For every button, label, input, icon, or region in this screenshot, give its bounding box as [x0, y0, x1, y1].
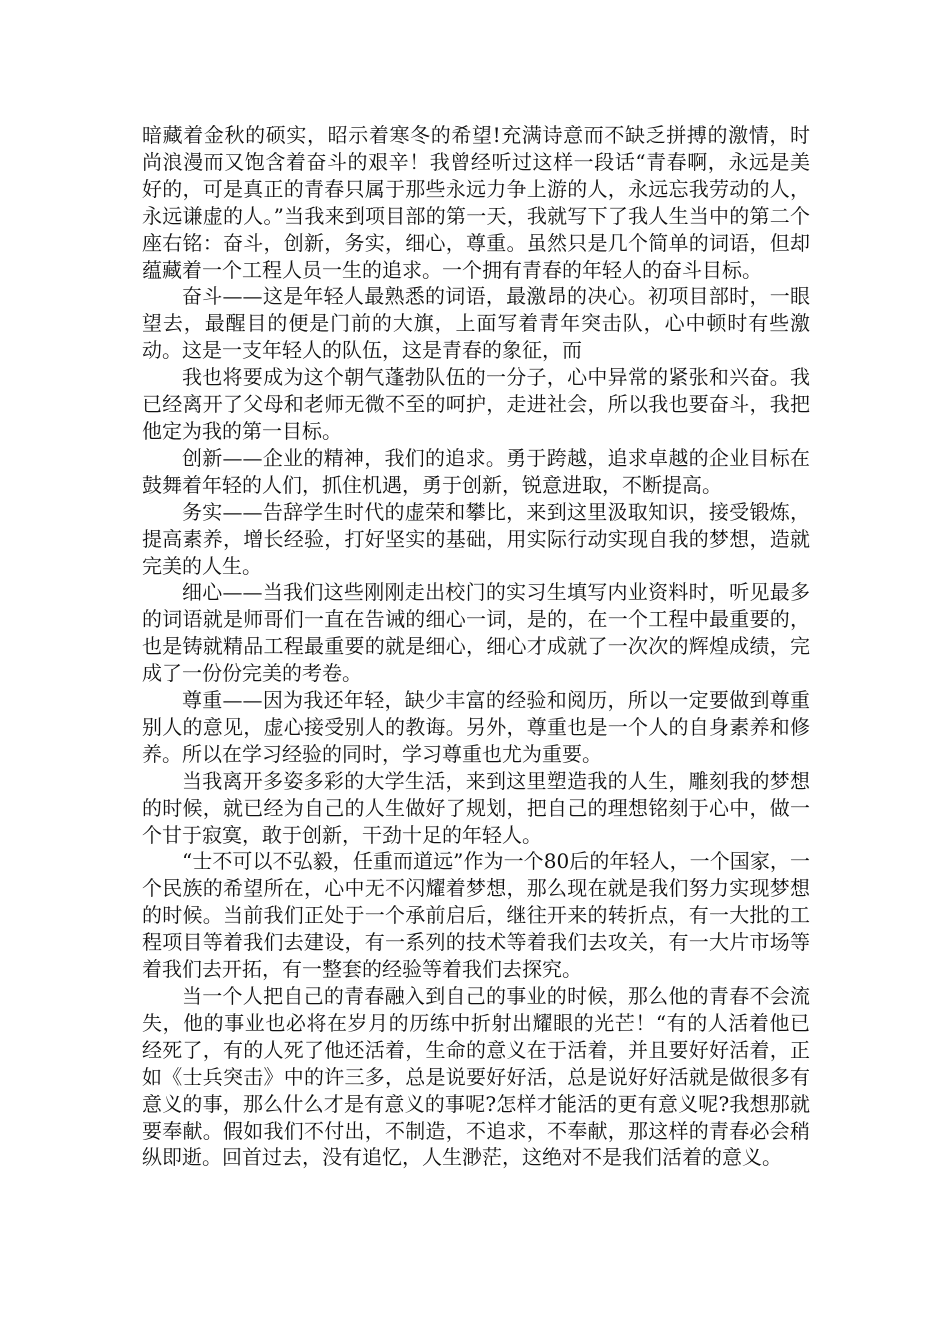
paragraph-10: 当一个人把自己的青春融入到自己的事业的时候，那么他的青春不会流失，他的事业也必将在岁月的历练中折射出耀眼的光芒！“有的人活着他已经死了，有的人死了他还活着，生命的意义在于活着，并且要好好活着，正如《士兵突击》中的许三多，总是说要好好活，总是说好好活就是做很多有意义的事，那么什么才是有意义的事呢?怎样才能活的更有意义呢?我想那就要奉献。假如我们不付出，不制造，不追求，不奉献，那这样的青春必会稍纵即逝。回首过去，没有追忆，人生渺茫，这绝对不是我们活着的意义。 — [142, 984, 810, 1170]
paragraph-5: 务实——告辞学生时代的虚荣和攀比，来到这里汲取知识，接受锻炼，提高素养，增长经验，打好坚实的基础，用实际行动实现自我的梦想，造就完美的人生。 — [142, 499, 810, 578]
document-body — [142, 122, 810, 1171]
paragraph-1: 暗藏着金秋的硕实，昭示着寒冬的希望!充满诗意而不缺乏拼搏的激情，时尚浪漫而又饱含着奋斗的艰辛！我曾经听过这样一段话“青春啊，永远是美好的，可是真正的青春只属于那些永远力争上游的人，永远忘我劳动的人，永远谦虚的人。”当我来到项目部的第一天，我就写下了我人生当中的第二个座右铭：奋斗，创新，务实，细心，尊重。虽然只是几个简单的词语，但却蕴藏着一个工程人员一生的追求。一个拥有青春的年轻人的奋斗目标。 — [142, 123, 810, 282]
paragraph-8: 当我离开多姿多彩的大学生活，来到这里塑造我的人生，雕刻我的梦想的时候，就已经为自己的人生做好了规划，把自己的理想铭刻于心中，做一个甘于寂寞，敢于创新，干劲十足的年轻人。 — [142, 768, 810, 847]
paragraph-7: 尊重——因为我还年轻，缺少丰富的经验和阅历，所以一定要做到尊重别人的意见，虚心接受别人的教诲。另外，尊重也是一个人的自身素养和修养。所以在学习经验的同时，学习尊重也尤为重要。 — [142, 688, 810, 766]
paragraph-3: 我也将要成为这个朝气蓬勃队伍的一分子，心中异常的紧张和兴奋。我已经离开了父母和老师无微不至的呵护，走进社会，所以我也要奋斗，我把他定为我的第一目标。 — [142, 365, 810, 443]
paragraph-4: 创新——企业的精神，我们的追求。勇于跨越，追求卓越的企业目标在鼓舞着年轻的人们，抓住机遇，勇于创新，锐意进取，不断提高。 — [142, 445, 810, 497]
paragraph-6: 细心——当我们这些刚刚走出校门的实习生填写内业资料时，听见最多的词语就是师哥们一直在告诫的细心一词，是的，在一个工程中最重要的，也是铸就精品工程最重要的就是细心，细心才成就了一次次的辉煌成绩，完成了一份份完美的考卷。 — [142, 580, 810, 686]
paragraph-2: 奋斗——这是年轻人最熟悉的词语，最激昂的决心。初项目部时，一眼望去，最醒目的便是门前的大旗，上面写着青年突击队，心中顿时有些激动。这是一支年轻人的队伍，这是青春的象征，而 — [142, 284, 810, 363]
paragraph-9: “士不可以不弘毅，任重而道远”作为一个80后的年轻人，一个国家，一个民族的希望所在，心中无不闪耀着梦想，那么现在就是我们努力实现梦想的时候。当前我们正处于一个承前启后，继往开来的转折点，有一大批的工程项目等着我们去建设，有一系列的技术等着我们去攻关，有一大片市场等着我们去开拓，有一整套的经验等着我们去探究。 — [142, 849, 810, 982]
